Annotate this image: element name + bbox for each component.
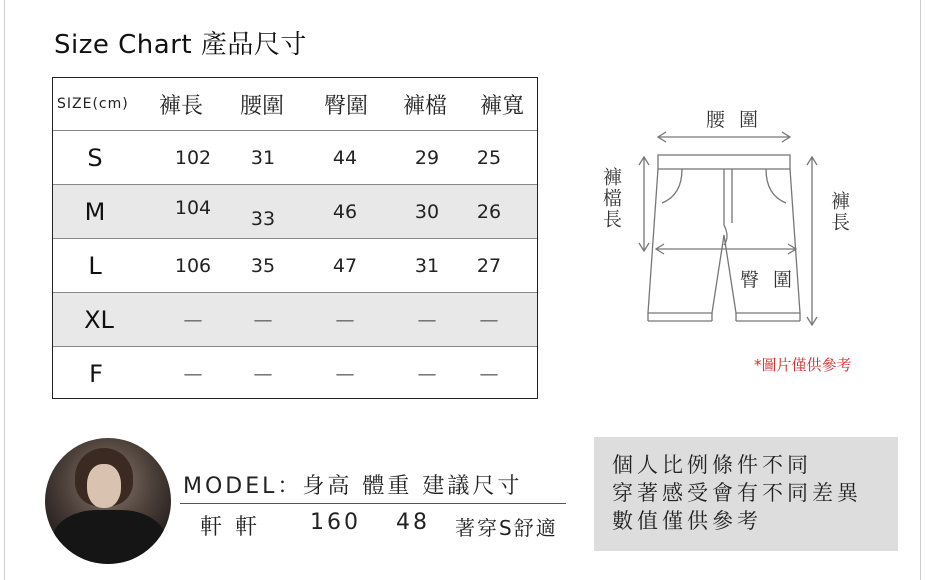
value-cell: 33 (250, 208, 276, 230)
table-row (53, 130, 537, 184)
measurement-diagram (590, 95, 900, 345)
header-leg-width: 褲寬 (479, 93, 524, 119)
value-cell: — (253, 308, 273, 331)
value-cell: — (479, 362, 499, 385)
reference-note: *圖片僅供參考 (754, 356, 852, 374)
avatar-face (87, 464, 121, 508)
length-label: 褲長 (828, 191, 850, 233)
value-cell: 46 (332, 200, 358, 223)
model-name: 軒 軒 (200, 515, 260, 540)
value-cell: — (479, 308, 499, 331)
value-cell: 27 (476, 254, 502, 277)
disclaimer-line: 穿著感受會有不同差異 (612, 481, 862, 505)
value-cell: 25 (476, 146, 502, 169)
table-row (53, 292, 537, 346)
value-cell: — (335, 308, 355, 331)
table-row (53, 238, 537, 292)
size-cell: S (87, 143, 103, 172)
model-weight: 48 (396, 510, 430, 535)
value-cell: 26 (476, 200, 502, 223)
waist-label: 腰 圍 (706, 109, 763, 131)
avatar-body (53, 510, 165, 564)
value-cell: 104 (174, 197, 212, 219)
value-cell: 44 (332, 146, 358, 169)
rise-label: 褲檔長 (600, 167, 622, 230)
size-cell: XL (84, 305, 114, 334)
header-size: SIZE(cm) (57, 96, 129, 112)
value-cell: 102 (174, 146, 212, 169)
size-cell: F (89, 359, 103, 388)
header-hip: 臀圍 (323, 93, 368, 119)
value-cell: 31 (414, 254, 440, 277)
value-cell: 106 (174, 254, 212, 277)
size-cell: L (88, 251, 102, 280)
value-cell: 35 (250, 254, 276, 277)
value-cell: — (335, 362, 355, 385)
model-header: MODEL：身高 體重 建議尺寸 (183, 474, 523, 499)
value-cell: 47 (332, 254, 358, 277)
header-length: 褲長 (158, 93, 203, 119)
header-rise: 褲檔 (402, 93, 447, 119)
value-cell: 30 (414, 200, 440, 223)
model-height: 160 (310, 510, 361, 535)
table-row (53, 184, 537, 238)
page-title: Size Chart 產品尺寸 (54, 30, 307, 60)
model-recommend: 著穿S舒適 (455, 516, 558, 540)
value-cell: — (183, 308, 203, 331)
value-cell: — (183, 362, 203, 385)
value-cell: — (417, 308, 437, 331)
size-table (52, 77, 538, 399)
disclaimer-box (594, 437, 898, 551)
table-row (53, 346, 537, 400)
value-cell: — (253, 362, 273, 385)
table-header-row (53, 78, 537, 130)
disclaimer-line: 個人比例條件不同 (612, 453, 812, 477)
value-cell: 29 (414, 146, 440, 169)
shorts-illustration (590, 95, 900, 345)
model-avatar (45, 438, 171, 564)
size-cell: M (84, 197, 106, 226)
model-divider (180, 503, 566, 504)
header-waist: 腰圍 (239, 93, 284, 119)
value-cell: — (417, 362, 437, 385)
disclaimer-line: 數值僅供參考 (612, 509, 762, 533)
value-cell: 31 (250, 146, 276, 169)
hip-label: 臀 圍 (740, 269, 797, 291)
